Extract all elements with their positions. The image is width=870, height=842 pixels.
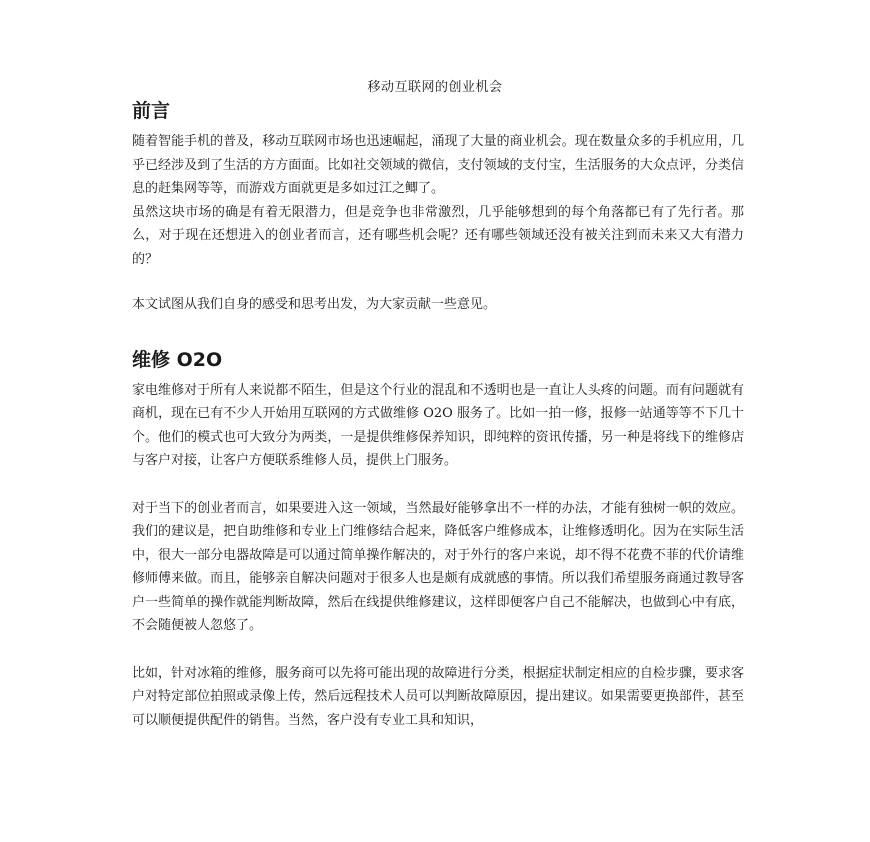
document-title: 移动互联网的创业机会 [367,80,503,95]
section-heading: 维修 O2O [132,348,223,371]
paragraph: 随着智能手机的普及，移动互联网市场也迅速崛起，涌现了大量的商业机会。现在数量众多的手机应用，几乎已经涉及到了生活的方方面面。比如社交领域的微信，支付领域的支付宝，生活服务的大众点评，分类信息的赶集网等等，而游戏方面就更是多如过江之鲫了。 [132,134,744,196]
document-body [132,98,744,732]
paragraph-spacer [132,271,744,293]
paragraph: 对于当下的创业者而言，如果要进入这一领域，当然最好能够拿出不一样的办法，才能有独树一帜的效应。我们的建议是，把自助维修和专业上门维修结合起来，降低客户维修成本，让维修透明化。因为在实际生活中，很大一部分电器故障是可以通过简单操作解决的，对于外行的客户来说，却不得不花费不菲的代价请维修师傅来做。而且，能够亲自解决问题对于很多人也是颇有成就感的事情。所以我们希望服务商通过教导客户一些简单的操作就能判断故障，然后在线提供维修建议，这样即便客户自己不能解决，也做到心中有底，不会随便被人忽悠了。 [132,500,744,633]
section-spacer [132,317,744,347]
paragraph: 比如，针对冰箱的维修，服务商可以先将可能出现的故障进行分类，根据症状制定相应的自检步骤，要求客户对特定部位拍照或录像上传，然后远程技术人员可以判断故障原因，提出建议。如果需要更换部件，甚至可以顺便提供配件的销售。当然，客户没有专业工具和知识， [132,665,744,728]
paragraph-spacer [132,638,744,662]
section-preface [132,98,744,317]
paragraph: 本文试图从我们自身的感受和思考出发，为大家贡献一些意见。 [132,297,497,312]
section-heading: 前言 [132,100,171,122]
paragraph: 家电维修对于所有人来说都不陌生，但是这个行业的混乱和不透明也是一直让人头疼的问题。而有问题就有商机，现在已有不少人开始用互联网的方式做维修 O2O 服务了。比如一拍一修，报修一站通等等不下几十个。他们的模式也可大致分为两类，一是提供维修保养知识，即纯粹的资讯传播，另一种是将线下的维修店与客户对接，让客户方便联系维修人员，提供上门服务。 [132,382,744,468]
paragraph: 虽然这块市场的确是有着无限潜力，但是竞争也非常激烈，几乎能够想到的每个角落都已有了先行者。那么，对于现在还想进入的创业者而言，还有哪些机会呢？还有哪些领域还没有被关注到而未来又大有潜力的？ [132,204,744,267]
section-repair-o2o [132,347,744,733]
paragraph-spacer [132,473,744,497]
